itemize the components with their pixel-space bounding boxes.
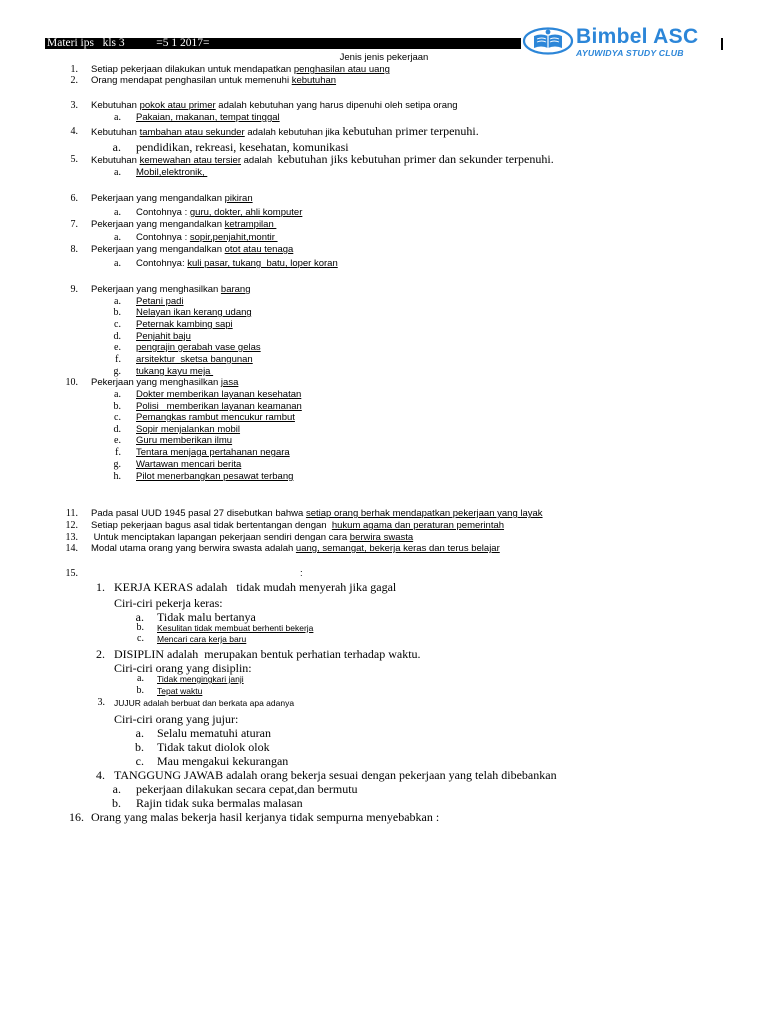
item-text-part: Rajin tidak suka bermalas malasan	[136, 796, 303, 810]
list-item	[0, 579, 768, 595]
item-number: a.	[114, 112, 121, 123]
underlined-answer: pokok atau primer	[139, 100, 216, 111]
item-number: e.	[114, 435, 121, 446]
underlined-answer: barang	[220, 284, 251, 295]
item-text-part: DISIPLIN adalah merupakan bentuk perhatian terhadap waktu.	[114, 647, 421, 661]
document-title: Jenis jenis pekerjaan	[339, 52, 429, 63]
item-text-part: adalah kebutuhan yang harus dipenuhi oleh setipa orang	[215, 100, 458, 111]
item-number: 10.	[65, 377, 78, 388]
underlined-answer: kuli pasar, tukang batu, loper koran	[187, 258, 338, 269]
list-item	[0, 809, 768, 825]
underlined-answer: berwira swasta	[349, 532, 414, 543]
item-text-part: Kebutuhan	[91, 127, 140, 138]
item-number: e.	[114, 342, 121, 353]
underlined-answer: otot atau tenaga	[224, 244, 294, 255]
item-number: 1.	[70, 64, 78, 75]
item-text-part: Mau mengakui kekurangan	[157, 754, 289, 768]
item-text	[91, 192, 253, 206]
header-title: Materi ips kls 3 =5 1 2017=	[47, 37, 210, 49]
item-text-part: kebutuhan primer terpenuhi.	[342, 124, 479, 138]
underlined-answer: Pemangkas rambut mencukur rambut	[136, 412, 295, 423]
item-text	[157, 633, 246, 646]
item-number: 11.	[65, 508, 78, 519]
item-text	[114, 579, 396, 595]
item-number: a.	[112, 782, 121, 796]
underlined-answer: Petani padi	[136, 296, 184, 307]
list-item	[0, 218, 768, 232]
item-text-part: Modal utama orang yang berwira swasta adalah	[91, 543, 296, 554]
item-text-part: Tidak malu bertanya	[157, 610, 256, 624]
item-text	[157, 685, 202, 698]
item-text-part: JUJUR adalah berbuat dan berkata apa adanya	[114, 698, 295, 708]
item-number: c.	[114, 319, 121, 330]
list-item	[0, 685, 768, 698]
item-text-part: Ciri-ciri pekerja keras:	[114, 596, 223, 610]
underlined-answer: Nelayan ikan kerang udang	[136, 307, 252, 318]
item-text	[91, 809, 439, 825]
item-number: b.	[112, 796, 121, 810]
item-text-part: Pada pasal UUD 1945 pasal 27 disebutkan bahwa	[91, 508, 306, 519]
item-text-part: Contohnya :	[136, 207, 190, 218]
item-number: 2.	[96, 647, 105, 661]
underlined-answer: hukum agama dan peraturan pemerintah	[331, 520, 505, 531]
underlined-answer: Pilot menerbangkan pesawat terbang	[136, 471, 294, 482]
list-item	[0, 470, 768, 484]
underlined-answer: Kesulitan tidak membuat berhenti bekerja	[157, 623, 314, 633]
underlined-answer: kebutuhan	[291, 75, 337, 86]
item-number: g.	[113, 459, 121, 470]
logo-title: Bimbel ASC	[576, 25, 699, 48]
underlined-answer: Sopir menjalankan mobil	[136, 424, 241, 435]
item-number: b.	[113, 307, 121, 318]
item-text	[91, 542, 500, 556]
underlined-answer: penghasilan atau uang	[293, 64, 390, 75]
item-text	[91, 243, 293, 257]
underlined-answer: Mencari cara kerja baru	[157, 634, 247, 644]
item-text-part: TANGGUNG JAWAB adalah orang bekerja sesuai dengan pekerjaan yang telah dibebankan	[114, 768, 557, 782]
underlined-answer: Tidak mengingkari janji	[157, 674, 244, 684]
list-item	[0, 243, 768, 257]
item-number: d.	[113, 424, 121, 435]
item-text-part: adalah	[241, 155, 278, 166]
underlined-answer: Mobil,elektronik,	[136, 167, 208, 178]
underlined-answer: arsitektur sketsa bangunan	[136, 354, 253, 365]
item-number: 4.	[96, 768, 105, 782]
item-number: d.	[113, 331, 121, 342]
item-text-part: pekerjaan dilakukan secara cepat,dan bermutu	[136, 782, 358, 796]
item-text-part: adalah kebutuhan jika	[244, 127, 343, 138]
list-item	[0, 697, 768, 710]
item-text-part: Orang mendapat penghasilan untuk memenuhi	[91, 75, 292, 86]
item-text-part: pendidikan, rekreasi, kesehatan, komunikasi	[136, 140, 349, 154]
item-number: 16.	[69, 810, 84, 824]
item-text-part: Kebutuhan	[91, 155, 140, 166]
item-text-part: kebutuhan jiks kebutuhan primer dan sekunder terpenuhi.	[277, 152, 554, 166]
underlined-answer: Penjahit baju	[136, 331, 191, 342]
item-number: c.	[137, 633, 144, 644]
underlined-answer: Tepat waktu	[157, 686, 203, 696]
underlined-answer: pikiran	[224, 193, 253, 204]
underlined-answer: Polisi memberikan layanan keamanan	[136, 401, 302, 412]
item-text-part: Pekerjaan yang mengandalkan	[91, 193, 225, 204]
item-number: g.	[113, 366, 121, 377]
underlined-answer: Peternak kambing sapi	[136, 319, 233, 330]
item-number: 14.	[65, 543, 78, 554]
list-item	[0, 153, 768, 167]
item-text-part: KERJA KERAS adalah tidak mudah menyerah jika gagal	[114, 580, 397, 594]
item-number: c.	[135, 754, 144, 768]
item-text-part: Pekerjaan yang menghasilkan	[91, 377, 221, 388]
logo-subtitle: AYUWIDYA STUDY CLUB	[576, 48, 684, 58]
list-item	[0, 192, 768, 206]
item-number: a.	[114, 167, 121, 178]
item-number: 1.	[96, 580, 105, 594]
underlined-answer: Tentara menjaga pertahanan negara	[136, 447, 290, 458]
underlined-answer: Wartawan mencari berita	[136, 459, 242, 470]
list-item	[0, 542, 768, 556]
item-text-part: Pekerjaan yang menghasilkan	[91, 284, 221, 295]
underlined-answer: setiap orang berhak mendapatkan pekerjaan yang layak	[305, 508, 543, 519]
item-number: 3.	[70, 100, 78, 111]
item-number: c.	[114, 412, 121, 423]
underlined-answer: tukang kayu meja	[136, 366, 214, 377]
underlined-answer: tambahan atau sekunder	[139, 127, 245, 138]
item-number: f.	[115, 447, 121, 458]
underlined-answer: ketrampilan	[224, 219, 277, 230]
list-item	[0, 257, 768, 271]
item-text	[157, 673, 244, 686]
item-text-part: Ciri-ciri orang yang disiplin:	[114, 661, 252, 675]
item-number: a.	[114, 296, 121, 307]
list-item	[0, 633, 768, 646]
underlined-answer: pengrajin gerabah vase gelas	[136, 342, 261, 353]
item-text-part: Untuk menciptakan lapangan pekerjaan sendiri dengan cara	[91, 532, 350, 543]
item-number: b.	[113, 401, 121, 412]
underlined-answer: sopir,penjahit,montir	[189, 232, 278, 243]
item-number: f.	[115, 354, 121, 365]
item-number: 9.	[70, 284, 78, 295]
item-text-part: Orang yang malas bekerja hasil kerjanya tidak sempurna menyebabkan :	[91, 810, 440, 824]
item-text-part: Kebutuhan	[91, 100, 140, 111]
list-item	[0, 74, 768, 88]
item-text	[91, 218, 276, 232]
item-number: 8.	[70, 244, 78, 255]
item-number: a.	[114, 232, 121, 243]
item-text-part: Tidak takut diolok olok	[157, 740, 270, 754]
item-text-part: Contohnya :	[136, 232, 190, 243]
item-number: 15.	[65, 568, 78, 579]
underlined-answer: kemewahan atau tersier	[139, 155, 241, 166]
item-number: a.	[114, 207, 121, 218]
item-text-part: Pekerjaan yang mengandalkan	[91, 244, 225, 255]
item-text	[136, 111, 280, 125]
item-text	[136, 257, 338, 271]
item-text-part: Selalu mematuhi aturan	[157, 726, 271, 740]
item-text-part: Ciri-ciri orang yang jujur:	[114, 712, 239, 726]
underlined-answer: guru, dokter, ahli komputer	[189, 207, 303, 218]
item-number: 4.	[70, 126, 78, 137]
underlined-answer: Guru memberikan ilmu	[136, 435, 233, 446]
item-text-part: Contohnya:	[136, 258, 188, 269]
item-text-part: :	[300, 568, 303, 579]
underlined-answer: Dokter memberikan layanan kesehatan	[136, 389, 302, 400]
list-item	[0, 166, 768, 180]
item-number: 7.	[70, 219, 78, 230]
underlined-answer: jasa	[220, 377, 239, 388]
item-text	[91, 74, 336, 88]
item-number: a.	[112, 140, 121, 154]
item-number: b.	[136, 685, 144, 696]
item-number: 12.	[65, 520, 78, 531]
item-number: a.	[114, 389, 121, 400]
item-number: b.	[135, 740, 144, 754]
list-item	[0, 125, 768, 139]
item-number: a.	[114, 258, 121, 269]
item-text	[136, 166, 207, 180]
item-text	[136, 470, 293, 484]
item-number: 2.	[70, 75, 78, 86]
item-number: a.	[135, 726, 144, 740]
item-number: h.	[113, 471, 121, 482]
item-text	[114, 697, 294, 710]
item-text-part: Setiap pekerjaan bagus asal tidak bertentangan dengan	[91, 520, 332, 531]
item-number: b.	[136, 622, 144, 633]
item-number: 5.	[70, 154, 78, 165]
item-text-part: Pekerjaan yang mengandalkan	[91, 219, 225, 230]
item-number: 13.	[65, 532, 78, 543]
item-number: a.	[137, 673, 144, 684]
item-number: 6.	[70, 193, 78, 204]
item-text	[91, 125, 479, 140]
item-text-part: Setiap pekerjaan dilakukan untuk mendapatkan	[91, 64, 294, 75]
underlined-answer: uang, semangat, bekerja keras dan terus belajar	[295, 543, 500, 554]
item-number: 3.	[97, 697, 105, 708]
underlined-answer: Pakaian, makanan, tempat tinggal	[136, 112, 280, 123]
list-item	[0, 673, 768, 686]
list-item	[0, 111, 768, 125]
item-number: a.	[135, 610, 144, 624]
